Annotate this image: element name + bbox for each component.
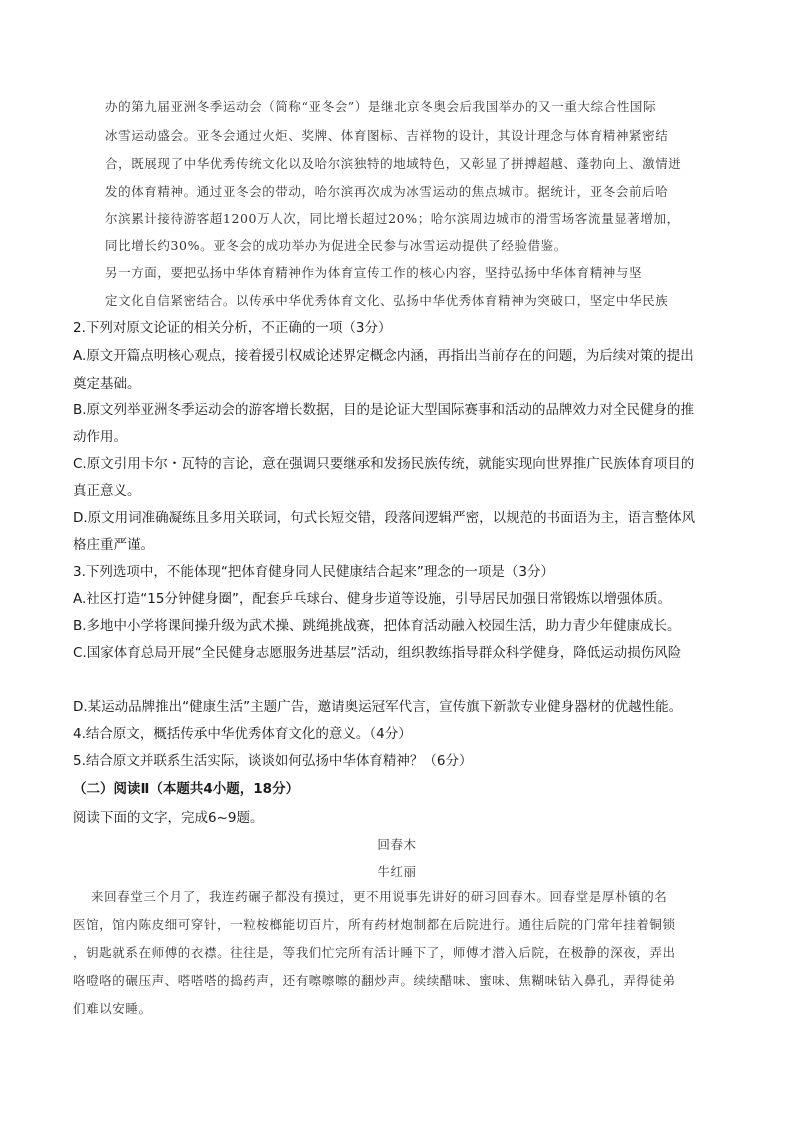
- question-3-option-c: C.国家体育总局开展“全民健身志愿服务进基层”活动，组织教练指导群众科学健身，降低运动损伤风险: [73, 645, 682, 661]
- section-heading: （二）阅读Ⅱ（本题共4小题，18分）: [73, 781, 300, 797]
- question-3-option-a: A.社区打造“15分钟健身圈”，配套乒乓球台、健身步道等设施，引导居民加强日常锻炼以增强体质。: [73, 591, 671, 607]
- passage-line: 发的体育精神。通过亚冬会的带动，哈尔滨再次成为冰雪运动的焦点城市。据统计，亚冬会前后哈: [105, 184, 669, 199]
- story-paragraph-line: 来回春堂三个月了，我连药碾子都没有摸过，更不用说事先讲好的研习回春木。回春堂是厚朴镇的名: [91, 889, 668, 904]
- story-title: 回春木: [377, 837, 417, 852]
- question-3-option-d: D.某运动品牌推出“健康生活”主题广告，邀请奥运冠军代言，宣传旗下新款专业健身器材的优越性能。: [73, 699, 683, 715]
- question-2-option-b: B.原文列举亚洲冬季运动会的游客增长数据，目的是论证大型国际赛事和活动的品牌效力对全民健身的推: [73, 402, 695, 418]
- question-2-option-b-cont: 动作用。: [73, 429, 127, 445]
- question-3-stem: 3.下列选项中，不能体现“把体育健身同人民健康结合起来”理念的一项是（3分）: [73, 564, 554, 580]
- question-2-option-a: A.原文开篇点明核心观点，接着援引权威论述界定概念内涵，再指出当前存在的问题，为后续对策的提出: [73, 348, 694, 364]
- passage-line: 冰雪运动盛会。亚冬会通过火炬、奖牌、体育图标、吉祥物的设计，其设计理念与体育精神紧密结: [105, 128, 669, 143]
- passage-line: 办的第九届亚洲冬季运动会（简称“亚冬会”）是继北京冬奥会后我国举办的又一重大综合性国际: [105, 99, 657, 114]
- passage-line: 合，既展现了中华优秀传统文化以及哈尔滨独特的地域特色，又彰显了拼搏超越、蓬勃向上、激情迸: [105, 156, 682, 171]
- section-instruction: 阅读下面的文字，完成6~9题。: [73, 810, 264, 826]
- story-author: 牛红丽: [377, 864, 417, 879]
- question-2-option-d-cont: 格庄重严谨。: [73, 537, 154, 553]
- passage-line: 另一方面，要把弘扬中华体育精神作为体育宣传工作的核心内容，坚持弘扬中华体育精神与坚: [105, 265, 643, 280]
- question-2-option-c: C.原文引用卡尔・瓦特的言论，意在强调只要继承和发扬民族传统，就能实现向世界推广民族体育项目的: [73, 456, 695, 472]
- question-5: 5.结合原文并联系生活实际，谈谈如何弘扬中华体育精神？（6分）: [73, 753, 473, 769]
- story-paragraph-line: 医馆，馆内陈皮细可穿针，一粒桉榔能切百片，所有药材炮制都在后院进行。通往后院的门常年挂着铜锁: [73, 917, 676, 932]
- question-2-option-c-cont: 真正意义。: [73, 483, 141, 499]
- story-paragraph-line: 咯噔咯的碾压声、嗒嗒嗒的捣药声，还有嚓嚓嚓的翻炒声。续续醋味、蜜味、焦糊味钻入鼻孔，弄得徒弟: [73, 973, 676, 988]
- question-4: 4.结合原文，概括传承中华优秀体育文化的意义。（4分）: [73, 726, 412, 742]
- story-paragraph-line: 们难以安睡。: [73, 1001, 152, 1016]
- question-2-option-d: D.原文用词准确凝练且多用关联词，句式长短交错，段落间逻辑严密，以规范的书面语为主，语言整体风: [73, 510, 696, 526]
- passage-line: 尔滨累计接待游客超1200万人次，同比增长超过20%；哈尔滨周边城市的滑雪场客流量显著增加，: [105, 211, 680, 226]
- question-2-option-a-cont: 奠定基础。: [73, 376, 141, 392]
- question-2-stem: 2.下列对原文论证的相关分析，不正确的一项（3分）: [73, 320, 392, 336]
- passage-line: 同比增长约30%。亚冬会的成功举办为促进全民参与冰雪运动提供了经验借鉴。: [105, 238, 567, 253]
- passage-line: 定文化自信紧密结合。以传承中华优秀体育文化、弘扬中华优秀体育精神为突破口，坚定中华民族: [105, 293, 669, 308]
- story-paragraph-line: ，钥匙就系在师傅的衣襟。往往是，等我们忙完所有活计睡下了，师傅才潜入后院，在极静的深夜，弄出: [73, 945, 676, 960]
- question-3-option-b: B.多地中小学将课间操升级为武术操、跳绳挑战赛，把体育活动融入校园生活，助力青少年健康成长。: [73, 618, 681, 634]
